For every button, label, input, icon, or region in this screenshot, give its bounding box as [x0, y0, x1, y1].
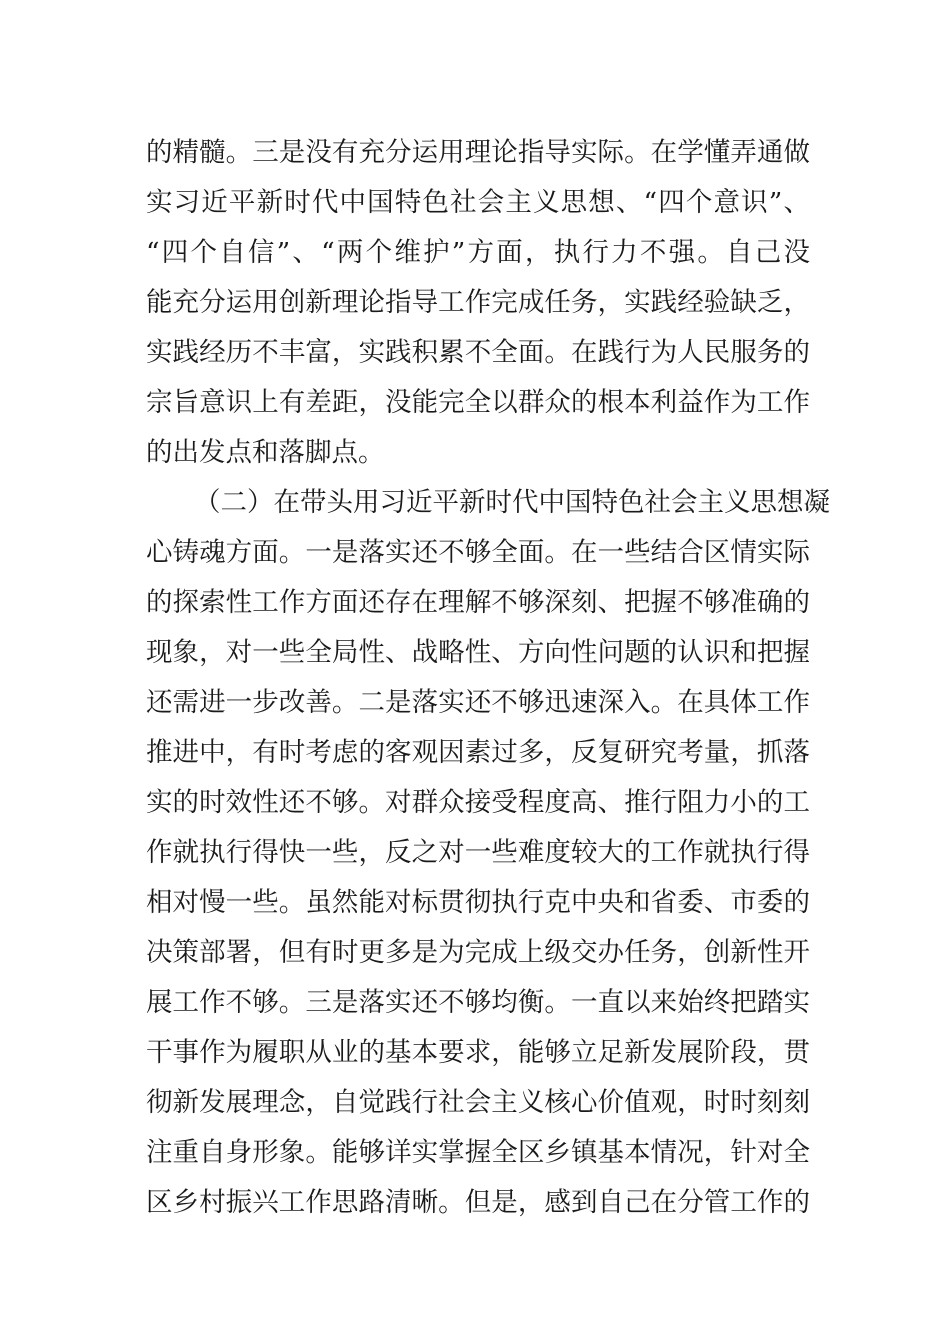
text-line: 作就执行得快一些，反之对一些难度较大的工作就执行得: [146, 837, 810, 868]
body-text: [146, 128, 830, 1228]
text-line: 实习近平新时代中国特色社会主义思想、“四个意识”、: [146, 187, 810, 218]
text-line: 展工作不够。三是落实还不够均衡。一直以来始终把踏实: [146, 987, 810, 1018]
text-line: 干事作为履职从业的基本要求，能够立足新发展阶段，贯: [146, 1037, 810, 1068]
text-line: 宗旨意识上有差距，没能完全以群众的根本利益作为工作: [146, 387, 810, 418]
text-line: 的探索性工作方面还存在理解不够深刻、把握不够准确的: [146, 587, 810, 618]
text-line: 实践经历不丰富，实践积累不全面。在践行为人民服务的: [146, 337, 810, 368]
text-line: 实的时效性还不够。对群众接受程度高、推行阻力小的工: [146, 787, 810, 818]
text-line: 注重自身形象。能够详实掌握全区乡镇基本情况，针对全: [146, 1137, 810, 1168]
text-line: 推进中，有时考虑的客观因素过多，反复研究考量，抓落: [146, 737, 810, 768]
text-line: 能充分运用创新理论指导工作完成任务，实践经验缺乏，: [146, 287, 810, 318]
text-line: 心铸魂方面。一是落实还不够全面。在一些结合区情实际: [146, 537, 810, 568]
text-line: 的精髓。三是没有充分运用理论指导实际。在学懂弄通做: [146, 137, 810, 168]
text-line: 彻新发展理念，自觉践行社会主义核心价值观，时时刻刻: [146, 1087, 810, 1118]
text-line: 现象，对一些全局性、战略性、方向性问题的认识和把握: [146, 637, 810, 668]
text-line: （二）在带头用习近平新时代中国特色社会主义思想凝: [194, 487, 830, 518]
text-line: 还需进一步改善。二是落实还不够迅速深入。在具体工作: [146, 687, 810, 718]
text-line: “四个自信”、“两个维护”方面，执行力不强。自己没: [146, 237, 810, 268]
text-line: 区乡村振兴工作思路清晰。但是，感到自己在分管工作的: [146, 1187, 810, 1218]
text-line: 决策部署，但有时更多是为完成上级交办任务，创新性开: [146, 937, 810, 968]
text-line: 的出发点和落脚点。: [146, 437, 385, 468]
text-line: 相对慢一些。虽然能对标贯彻执行克中央和省委、市委的: [146, 887, 810, 918]
